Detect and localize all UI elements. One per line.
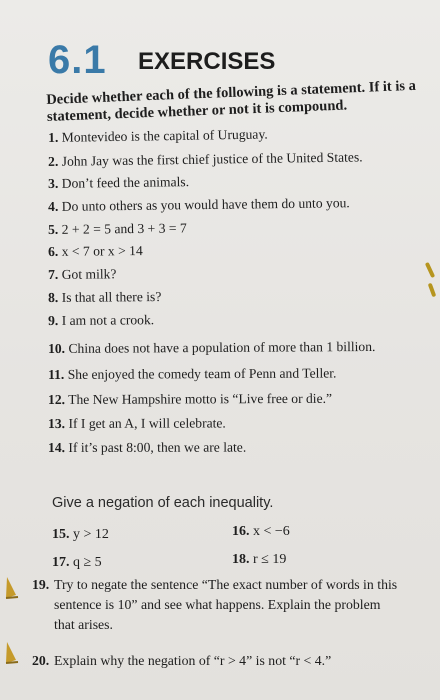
exercise-item: 10. China does not have a population of more than 1 billion. xyxy=(48,338,376,356)
instructions: Decide whether each of the following is a statement. If it is a statement, decide whether or not it is compound. xyxy=(46,77,417,125)
highlighter-mark xyxy=(428,283,437,298)
exercise-item: 12. The New Hampshire motto is “Live free or die.” xyxy=(48,390,333,407)
section-title: EXERCISES xyxy=(138,48,276,75)
exercise-item: 9. I am not a crook. xyxy=(48,312,155,328)
exercise-item: 13. If I get an A, I will celebrate. xyxy=(48,415,226,431)
exercise-item: 2. John Jay was the first chief justice of the United States. xyxy=(48,149,363,169)
pencil-mark-icon xyxy=(4,575,22,601)
pencil-mark-icon xyxy=(4,640,22,666)
exercise-item: 4. Do unto others as you would have them do unto you. xyxy=(48,195,350,214)
exercise-item: 6. x < 7 or x > 14 xyxy=(48,243,143,259)
exercise-item: 3. Don’t feed the animals. xyxy=(48,174,190,191)
exercise-item: 5. 2 + 2 = 5 and 3 + 3 = 7 xyxy=(48,220,187,237)
exercise-item: 17. q ≥ 5 xyxy=(52,555,102,570)
exercise-item: 15. y > 12 xyxy=(52,527,109,542)
exercise-item-19: 19. Try to negate the sentence “The exact number of words in this sentence is 10” and see what happens. Explain the problem that arises. xyxy=(32,577,398,632)
exercise-item-20: 20. Explain why the negation of “r > 4” is not “r < 4.” xyxy=(32,653,332,668)
exercise-item: 14. If it’s past 8:00, then we are late. xyxy=(48,439,247,455)
exercise-item: 7. Got milk? xyxy=(48,266,117,282)
exercise-item: 1. Montevideo is the capital of Uruguay. xyxy=(48,126,268,145)
negation-heading: Give a negation of each inequality. xyxy=(52,495,274,511)
exercise-item: 16. x < −6 xyxy=(232,524,290,539)
exercise-item: 18. r ≤ 19 xyxy=(232,552,287,567)
exercise-item: 11. She enjoyed the comedy team of Penn and Teller. xyxy=(48,365,337,382)
exercise-item: 8. Is that all there is? xyxy=(48,289,162,305)
section-number: 6.1 xyxy=(48,38,107,82)
